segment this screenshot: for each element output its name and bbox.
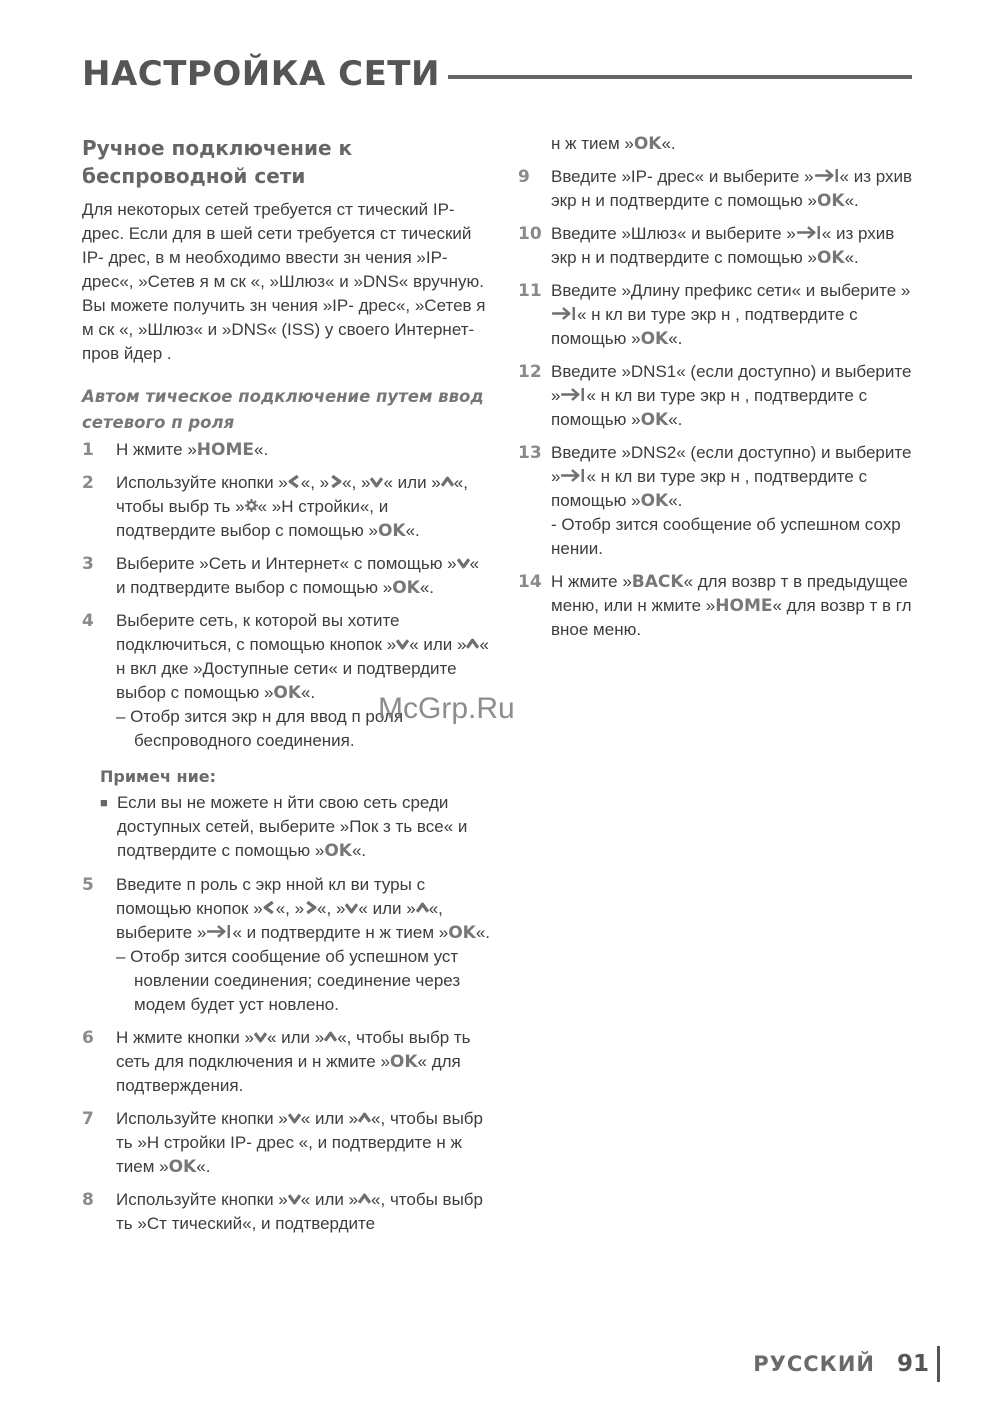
step-7 <box>82 1107 492 1179</box>
step-number: 2 <box>82 473 94 493</box>
ok-key-label: OK <box>392 578 420 598</box>
step-text: Используйте кнопки » « или » «, чтобы выбр ть »Н стройки IP- дрес «, и подтвердите н ж тием »OK«. <box>116 1109 483 1177</box>
ok-key-label: OK <box>168 1157 197 1177</box>
arrow-to-bar-icon <box>560 388 586 401</box>
arrow-to-bar-icon <box>796 226 822 239</box>
left-column <box>82 134 492 1245</box>
step-number: 9 <box>518 167 530 187</box>
subsection-title: Автом тическое подключение путем ввод сетевого п роля <box>82 387 484 432</box>
step-number: 5 <box>82 875 94 895</box>
chevron-up-icon <box>441 475 454 488</box>
step-text: Введите »Длину префикс сети« и выберите »« н кл ви туре экр н , подтвердите с помощью »OK«. <box>551 281 911 349</box>
ok-key-label: OK <box>324 841 352 861</box>
step-number: 4 <box>82 611 94 631</box>
intro-paragraph: Для некоторых сетей требуется ст тический IP- дрес. Если для в шей сети требуется ст тический IP- дрес, в м необходимо ввести зн чения »IP- дрес«, »Сетев я м ск «, »Шлюз« и »DNS« вручную. Вы можете получить зн чения »IP- дрес«, »Сетев я м ск «, »Шлюз« и »DNS« (ISS) у своего Интернет-пров йдер . <box>82 200 486 363</box>
ok-key-label: OK <box>816 248 845 268</box>
step-9 <box>518 165 918 213</box>
page-title-text: НАСТРОЙКА СЕТИ <box>82 54 440 94</box>
ok-key-label: OK <box>448 923 476 943</box>
step-text: Введите »DNS2« (если доступно) и выберите » « н кл ви туре экр н , подтвердите с помощью »OK«. - Отобр зится сообщение об успешном сохр нении. <box>551 441 918 561</box>
chevron-up-icon <box>324 1030 337 1043</box>
step-text: Выберите сеть, к которой вы хотите подключиться, с помощью кнопок » « или » « н вкл дке »Доступные сети« и подтвердите выбор с помощью »OK«. – Отобр зится экр н для ввод п роля беспроводного соединения. <box>116 609 492 753</box>
step-text: Н жмите »HOME«. <box>116 440 269 460</box>
chevron-left-icon <box>288 475 301 488</box>
chevron-down-icon <box>370 475 383 488</box>
chevron-left-icon <box>263 901 276 914</box>
chevron-down-icon <box>396 637 409 650</box>
square-bullet-icon: ■ <box>100 795 108 810</box>
chevron-up-icon <box>358 1111 371 1124</box>
home-key-label: HOME <box>715 596 773 616</box>
step-6 <box>82 1026 492 1098</box>
step-3 <box>82 552 492 600</box>
step-number: 7 <box>82 1109 94 1129</box>
watermark: McGrp.Ru <box>378 692 515 725</box>
chevron-up-icon <box>466 637 479 650</box>
step-8-continued: н ж тием »OK«. <box>551 134 676 154</box>
ok-key-label: OK <box>640 329 669 349</box>
step-4 <box>82 609 492 753</box>
step-result: - Отобр зится сообщение об успешном сохр нении. <box>551 515 901 558</box>
step-14 <box>518 570 918 642</box>
step-result: – Отобр зится сообщение об успешном уст новлении соединения; соединение через модем будет уст новлено. <box>116 947 461 1014</box>
home-key-label: HOME <box>196 440 255 460</box>
step-number: 3 <box>82 554 94 574</box>
chevron-down-icon <box>288 1192 301 1205</box>
step-number: 10 <box>518 224 542 244</box>
step-text: Введите »DNS1« (если доступно) и выберите » « н кл ви туре экр н , подтвердите с помощью »OK«. <box>551 362 912 430</box>
chevron-down-icon <box>288 1111 301 1124</box>
step-number: 1 <box>82 440 94 460</box>
arrow-to-bar-icon <box>206 925 232 938</box>
page-number: 91 <box>897 1346 940 1382</box>
chevron-down-icon <box>254 1030 267 1043</box>
step-12 <box>518 360 918 432</box>
step-text: Введите »Шлюз« и выберите » « из рхив экр н и подтвердите с помощью »OK«. <box>551 224 895 268</box>
chevron-right-icon <box>329 475 342 488</box>
footer-language: РУССКИЙ <box>753 1352 875 1376</box>
title-rule <box>448 75 912 79</box>
arrow-to-bar-icon <box>814 169 840 182</box>
ok-key-label: OK <box>640 491 669 511</box>
arrow-to-bar-icon <box>551 307 577 320</box>
section-title: Ручное подключение к беспроводной сети <box>82 136 353 188</box>
step-11 <box>518 279 918 351</box>
arrow-to-bar-icon <box>560 469 586 482</box>
step-number: 6 <box>82 1028 94 1048</box>
note-block <box>100 765 492 863</box>
step-5 <box>82 873 492 1017</box>
ok-key-label: OK <box>389 1052 418 1072</box>
step-result: – Отобр зится экр н для ввод п роля беспроводного соединения. <box>116 707 404 750</box>
chevron-up-icon <box>416 901 429 914</box>
step-number: 13 <box>518 443 542 463</box>
step-text: Введите »IP- дрес« и выберите » « из рхив экр н и подтвердите с помощью »OK«. <box>551 167 912 211</box>
step-text: Используйте кнопки » « или » «, чтобы выбр ть »Ст тический«, и подтвердите <box>116 1190 483 1233</box>
back-key-label: BACK <box>631 572 684 592</box>
step-text: Н жмите кнопки » « или » «, чтобы выбр ть сеть для подключения и н жмите »OK« для подтверждения. <box>116 1028 471 1095</box>
ok-key-label: OK <box>377 521 406 541</box>
chevron-up-icon <box>358 1192 371 1205</box>
step-text: Н жмите »BACK« для возвр т в предыдущее меню, или н жмите »HOME« для возвр т в гл вное меню. <box>551 572 912 639</box>
page-title <box>82 52 912 96</box>
ok-key-label: OK <box>273 683 302 703</box>
note-title: Примеч ние: <box>100 767 217 786</box>
step-8 <box>82 1188 492 1236</box>
step-text: Введите п роль с экр нной кл ви туры с помощью кнопок » «, » «, » « или » «, выберите » « и подтвердите н ж тием »OK«. – Отобр зится сообщение об успешном уст новлении соединения; соединение через модем будет уст новлено. <box>116 873 492 1017</box>
step-number: 8 <box>82 1190 94 1210</box>
note-item: ■ Если вы не можете н йти свою сеть среди доступных сетей, выберите »Пок з ть все« и подтвердите с помощью »OK«. <box>100 793 468 861</box>
ok-key-label: OK <box>640 410 669 430</box>
step-13 <box>518 441 918 561</box>
step-number: 11 <box>518 281 542 301</box>
step-number: 12 <box>518 362 542 382</box>
chevron-down-icon <box>457 556 470 569</box>
chevron-right-icon <box>304 901 317 914</box>
step-text: Используйте кнопки » «, » «, » « или » «, чтобы выбр ть » « »Н стройки«, и подтвердите выбор с помощью »OK«. <box>116 473 468 541</box>
right-column <box>518 132 918 651</box>
gear-icon <box>245 499 258 512</box>
ok-key-label: OK <box>816 191 845 211</box>
step-2 <box>82 471 492 543</box>
step-text: Выберите »Сеть и Интернет« с помощью » « и подтвердите выбор с помощью »OK«. <box>116 554 480 598</box>
step-10 <box>518 222 918 270</box>
step-1 <box>82 438 492 462</box>
ok-key-label: OK <box>633 134 662 154</box>
footer <box>753 1346 940 1382</box>
step-number: 14 <box>518 572 542 592</box>
chevron-down-icon <box>345 901 358 914</box>
